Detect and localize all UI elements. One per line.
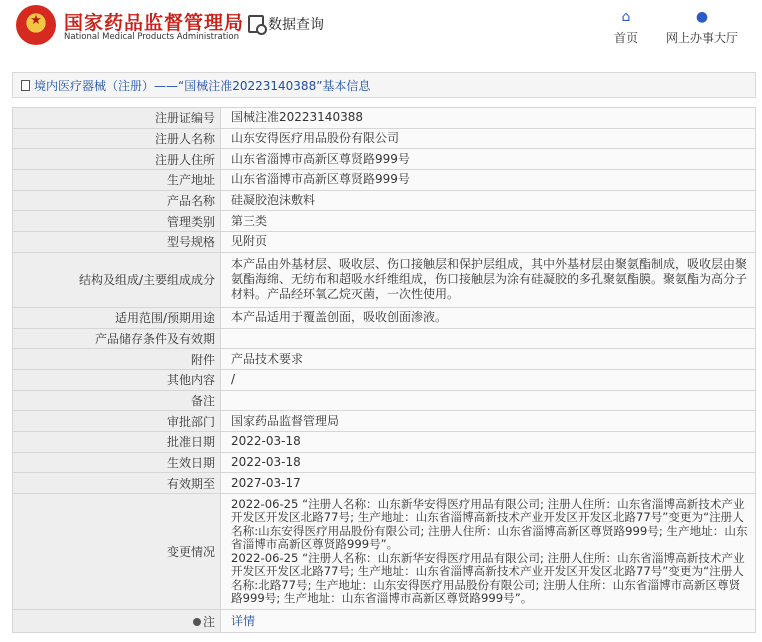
breadcrumb	[12, 72, 756, 98]
row-value: 2027-03-17	[221, 473, 756, 494]
change-history-row	[13, 494, 756, 610]
row-value: 山东省淄博市高新区尊贤路999号	[221, 149, 756, 170]
nav-home-label: 首页	[613, 31, 638, 45]
row-value: 硅凝胶泡沫敷料	[221, 190, 756, 211]
table-row	[13, 108, 756, 129]
table-row	[13, 452, 756, 473]
breadcrumb-text: 境内医疗器械（注册）——“国械注准20223140388”基本信息	[34, 78, 371, 93]
nav-home[interactable]	[608, 8, 644, 46]
national-emblem-logo: ★	[16, 5, 56, 45]
table-row	[13, 211, 756, 232]
details-link[interactable]: 详情	[231, 613, 256, 628]
change-history-label: 变更情况	[13, 494, 221, 610]
table-row	[13, 431, 756, 452]
row-label: 生产地址	[13, 170, 221, 191]
table-row	[13, 328, 756, 349]
row-label: 注册证编号	[13, 108, 221, 129]
document-icon	[21, 80, 30, 91]
row-value	[221, 390, 756, 411]
row-label: 注册人名称	[13, 128, 221, 149]
table-row	[13, 190, 756, 211]
row-value: 见附页	[221, 232, 756, 253]
row-label: 管理类别	[13, 211, 221, 232]
data-query-link[interactable]	[248, 14, 324, 34]
row-label: 注册人住所	[13, 149, 221, 170]
user-icon: ●	[695, 9, 709, 25]
row-value: 2022-03-18	[221, 452, 756, 473]
row-value: 国械注准20223140388	[221, 108, 756, 129]
row-label: 适用范围/预期用途	[13, 307, 221, 328]
row-value: 本产品适用于覆盖创面，吸收创面渗液。	[221, 307, 756, 328]
row-label: 产品储存条件及有效期	[13, 328, 221, 349]
row-value: 山东省淄博市高新区尊贤路999号	[221, 170, 756, 191]
row-value: 本产品由外基材层、吸收层、伤口接触层和保护层组成，其中外基材层由聚氨酯制成，吸收层由聚氨酯海绵、无纺布和超吸水纤维组成，伤口接触层为涂有硅凝胶的多孔聚氨酯膜。聚氨酯为高分子材料。产品经环氧乙烷灭菌，一次性使用。	[221, 252, 756, 307]
row-label: 备注	[13, 390, 221, 411]
table-row	[13, 170, 756, 191]
table-row	[13, 411, 756, 432]
row-label: 结构及组成/主要组成成分	[13, 252, 221, 307]
note-value	[221, 610, 756, 633]
row-label: 批准日期	[13, 431, 221, 452]
row-label: 产品名称	[13, 190, 221, 211]
org-name-en: National Medical Products Administration	[64, 32, 239, 42]
registration-info-table	[12, 107, 756, 633]
table-row	[13, 307, 756, 328]
table-row	[13, 149, 756, 170]
row-value: 2022-03-18	[221, 431, 756, 452]
row-label: 生效日期	[13, 452, 221, 473]
change-entry: 2022-06-25 “注册人名称：山东新华安得医疗用品有限公司; 注册人住所：山东省淄博高新技术产业开发区开发区北路77号; 生产地址：山东省淄博高新技术产业开发区开发区北路77号”变更为“注册人名称:北路77号; 生产地址：山东安得医疗用品股份有限公司; 注册人住所：山东省淄博市高新区尊贤路999号; 生产地址：山东省淄博市高新区尊贤路999号”。	[231, 550, 745, 605]
row-label: 其他内容	[13, 369, 221, 390]
row-label: 审批部门	[13, 411, 221, 432]
site-header	[0, 0, 762, 62]
change-entry: 2022-06-25 “注册人名称：山东新华安得医疗用品有限公司; 注册人住所：山东省淄博高新技术产业开发区开发区北路77号; 生产地址：山东省淄博高新技术产业开发区开发区北路77号”变更为“注册人名称:山东安得医疗用品股份有限公司; 注册人住所：山东省淄博高新区尊贤路999号; 生产地址：山东省淄博市高新区尊贤路999号”。	[231, 496, 748, 551]
nav-online-label: 网上办事大厅	[665, 31, 738, 45]
row-label: 有效期至	[13, 473, 221, 494]
data-query-label: 数据查询	[268, 17, 324, 33]
table-row	[13, 349, 756, 370]
table-row	[13, 232, 756, 253]
home-icon: ⌂	[621, 9, 631, 25]
note-label: 注	[202, 614, 215, 629]
row-value: /	[221, 369, 756, 390]
table-row	[13, 473, 756, 494]
row-value	[221, 328, 756, 349]
table-row	[13, 252, 756, 307]
nav-online-hall[interactable]	[662, 8, 742, 46]
table-row	[13, 369, 756, 390]
row-value: 第三类	[221, 211, 756, 232]
row-label: 附件	[13, 349, 221, 370]
row-value: 国家药品监督管理局	[221, 411, 756, 432]
row-value: 产品技术要求	[221, 349, 756, 370]
change-history-value	[221, 494, 756, 610]
note-label-cell	[13, 610, 221, 633]
document-search-icon	[248, 15, 264, 33]
org-name-cn[interactable]: 国家药品监督管理局	[64, 12, 245, 34]
note-bullet-icon	[193, 618, 201, 626]
table-row	[13, 128, 756, 149]
table-row	[13, 390, 756, 411]
row-label: 型号规格	[13, 232, 221, 253]
note-row	[13, 610, 756, 633]
row-value: 山东安得医疗用品股份有限公司	[221, 128, 756, 149]
